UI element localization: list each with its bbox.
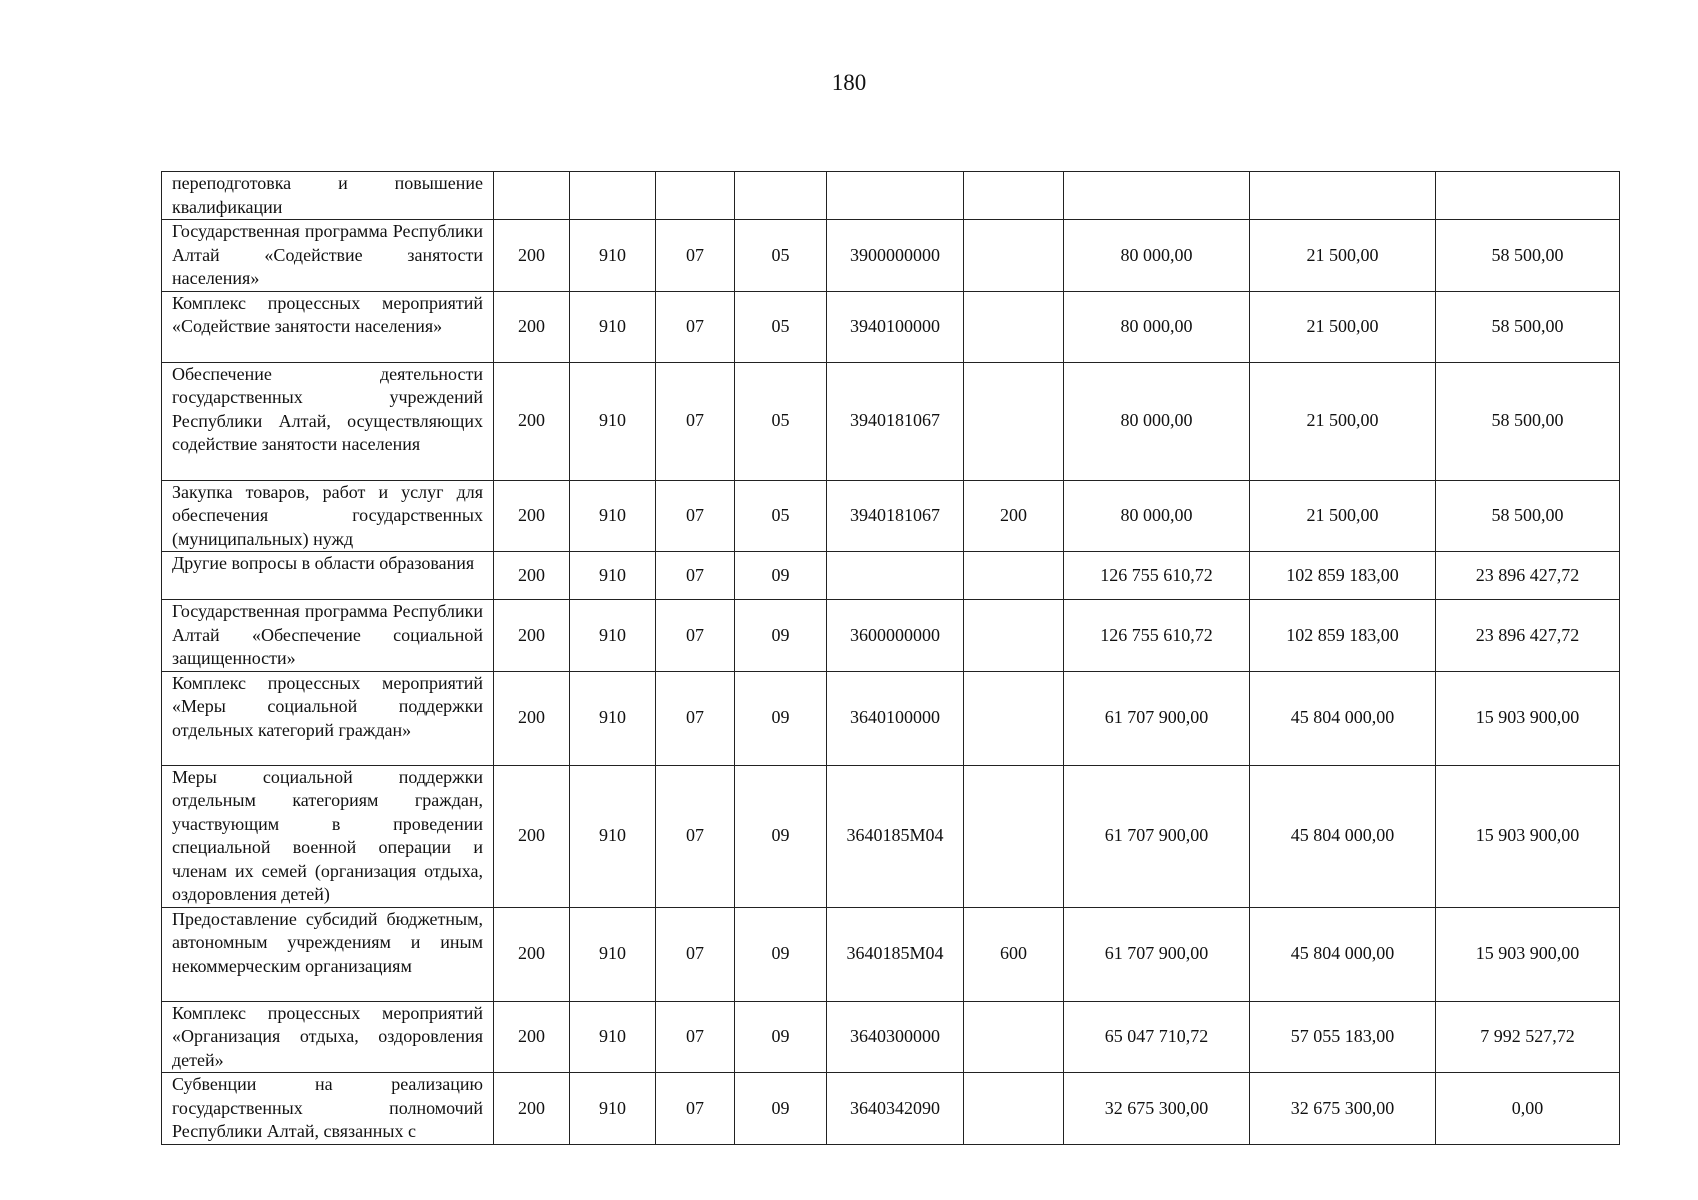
cell-d: 05 [735,480,827,552]
cell-d: 05 [735,362,827,480]
cell-total: 61 707 900,00 [1064,671,1250,765]
cell-c: 07 [656,1073,735,1145]
table-row [162,600,1620,672]
cell-a: 200 [494,480,570,552]
row-name: Комплекс процессных мероприятий «Организация отдыха, оздоровления детей» [162,1001,494,1073]
cell-year1: 21 500,00 [1250,220,1436,292]
row-name: Государственная программа Республики Алтай «Обеспечение социальной защищенности» [162,600,494,672]
cell-a: 200 [494,1001,570,1073]
table-row [162,1073,1620,1145]
cell-year1: 45 804 000,00 [1250,907,1436,1001]
cell-a: 200 [494,552,570,600]
cell-year1: 32 675 300,00 [1250,1073,1436,1145]
cell-a: 200 [494,1073,570,1145]
cell-d: 09 [735,907,827,1001]
cell-kind [964,362,1064,480]
table-row [162,907,1620,1001]
cell-year1: 102 859 183,00 [1250,600,1436,672]
cell-total: 126 755 610,72 [1064,552,1250,600]
cell-code: 3640100000 [827,671,964,765]
cell-b: 910 [570,552,656,600]
cell-year2: 15 903 900,00 [1436,765,1620,907]
cell-d: 09 [735,765,827,907]
cell-total: 61 707 900,00 [1064,907,1250,1001]
cell-year2 [1436,172,1620,220]
cell-b: 910 [570,220,656,292]
row-name: Предоставление субсидий бюджетным, автономным учреждениям и иным некоммерческим организациям [162,907,494,1001]
row-name: Обеспечение деятельности государственных учреждений Республики Алтай, осуществляющих содействие занятости населения [162,362,494,480]
table-row [162,172,1620,220]
cell-a: 200 [494,220,570,292]
cell-d: 05 [735,220,827,292]
table-row [162,552,1620,600]
cell-c: 07 [656,362,735,480]
cell-b: 910 [570,362,656,480]
cell-year1: 21 500,00 [1250,480,1436,552]
cell-kind [964,1073,1064,1145]
row-name: Комплекс процессных мероприятий «Содействие занятости населения» [162,291,494,362]
cell-a: 200 [494,600,570,672]
cell-b [570,172,656,220]
cell-total: 61 707 900,00 [1064,765,1250,907]
row-name: Комплекс процессных мероприятий «Меры социальной поддержки отдельных категорий граждан» [162,671,494,765]
cell-d [735,172,827,220]
cell-kind [964,552,1064,600]
cell-total: 32 675 300,00 [1064,1073,1250,1145]
cell-b: 910 [570,765,656,907]
cell-c: 07 [656,907,735,1001]
cell-d: 05 [735,291,827,362]
row-name: Субвенции на реализацию государственных полномочий Республики Алтай, связанных с [162,1073,494,1145]
page-number: 180 [831,70,867,95]
cell-year2: 0,00 [1436,1073,1620,1145]
cell-kind: 600 [964,907,1064,1001]
cell-c: 07 [656,552,735,600]
table-row [162,220,1620,292]
cell-year1: 21 500,00 [1250,362,1436,480]
cell-year2: 15 903 900,00 [1436,907,1620,1001]
cell-kind [964,671,1064,765]
cell-code: 3640300000 [827,1001,964,1073]
cell-c: 07 [656,220,735,292]
cell-code: 3600000000 [827,600,964,672]
row-name: Закупка товаров, работ и услуг для обеспечения государственных (муниципальных) нужд [162,480,494,552]
cell-code: 3940100000 [827,291,964,362]
row-name: Государственная программа Республики Алтай «Содействие занятости населения» [162,220,494,292]
cell-total [1064,172,1250,220]
cell-c: 07 [656,1001,735,1073]
row-name: переподготовка и повышение квалификации [162,172,494,220]
cell-kind [964,220,1064,292]
cell-b: 910 [570,907,656,1001]
cell-total: 126 755 610,72 [1064,600,1250,672]
cell-year1: 57 055 183,00 [1250,1001,1436,1073]
table-row [162,671,1620,765]
cell-code [827,552,964,600]
cell-year2: 58 500,00 [1436,220,1620,292]
cell-kind [964,1001,1064,1073]
cell-code: 3940181067 [827,480,964,552]
cell-year2: 15 903 900,00 [1436,671,1620,765]
cell-year2: 58 500,00 [1436,362,1620,480]
cell-b: 910 [570,600,656,672]
cell-c: 07 [656,480,735,552]
cell-code: 3940181067 [827,362,964,480]
cell-a: 200 [494,765,570,907]
cell-kind: 200 [964,480,1064,552]
cell-year2: 23 896 427,72 [1436,552,1620,600]
row-name: Меры социальной поддержки отдельным категориям граждан, участвующим в проведении специальной военной операции и членам их семей (организация отдыха, оздоровления детей) [162,765,494,907]
cell-year1: 21 500,00 [1250,291,1436,362]
cell-total: 80 000,00 [1064,220,1250,292]
cell-kind [964,765,1064,907]
cell-c: 07 [656,291,735,362]
cell-year1: 45 804 000,00 [1250,671,1436,765]
table-row [162,291,1620,362]
cell-year1: 102 859 183,00 [1250,552,1436,600]
table-row [162,362,1620,480]
cell-year2: 23 896 427,72 [1436,600,1620,672]
cell-b: 910 [570,1001,656,1073]
cell-b: 910 [570,671,656,765]
cell-a: 200 [494,362,570,480]
cell-year1 [1250,172,1436,220]
cell-code: 3900000000 [827,220,964,292]
cell-d: 09 [735,552,827,600]
cell-c: 07 [656,671,735,765]
cell-total: 80 000,00 [1064,480,1250,552]
cell-year1: 45 804 000,00 [1250,765,1436,907]
cell-d: 09 [735,671,827,765]
cell-code: 3640185М04 [827,765,964,907]
cell-code [827,172,964,220]
cell-kind [964,600,1064,672]
cell-total: 80 000,00 [1064,291,1250,362]
table-row [162,480,1620,552]
cell-a: 200 [494,291,570,362]
cell-year2: 58 500,00 [1436,291,1620,362]
table-row [162,765,1620,907]
cell-d: 09 [735,600,827,672]
cell-code: 3640185М04 [827,907,964,1001]
cell-a: 200 [494,907,570,1001]
cell-d: 09 [735,1001,827,1073]
budget-table [161,171,1620,1145]
cell-c: 07 [656,600,735,672]
cell-total: 65 047 710,72 [1064,1001,1250,1073]
cell-year2: 7 992 527,72 [1436,1001,1620,1073]
cell-total: 80 000,00 [1064,362,1250,480]
cell-c: 07 [656,765,735,907]
cell-kind [964,172,1064,220]
row-name: Другие вопросы в области образования [162,552,494,600]
cell-year2: 58 500,00 [1436,480,1620,552]
cell-code: 3640342090 [827,1073,964,1145]
table-row [162,1001,1620,1073]
cell-b: 910 [570,480,656,552]
cell-b: 910 [570,1073,656,1145]
cell-d: 09 [735,1073,827,1145]
cell-a [494,172,570,220]
cell-a: 200 [494,671,570,765]
cell-b: 910 [570,291,656,362]
cell-c [656,172,735,220]
cell-kind [964,291,1064,362]
